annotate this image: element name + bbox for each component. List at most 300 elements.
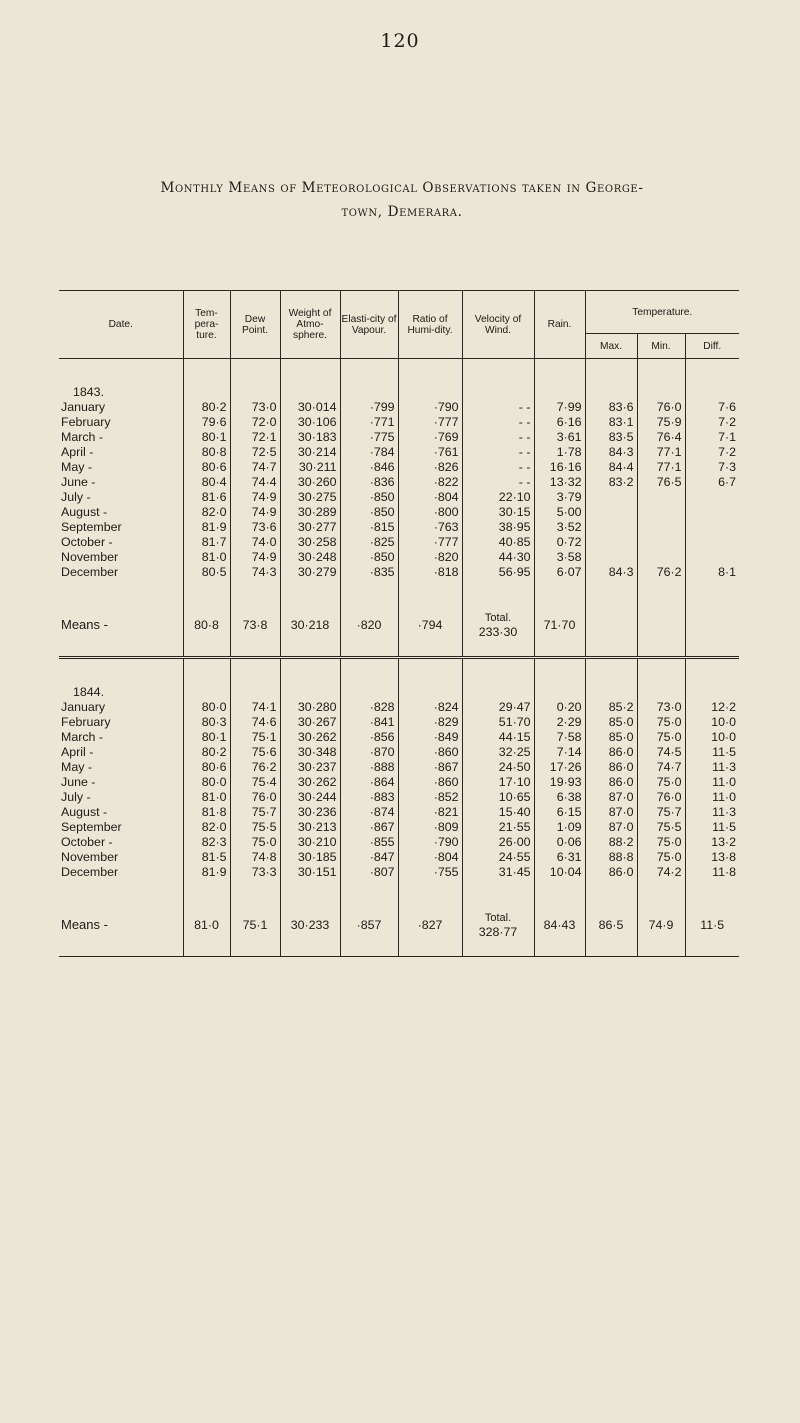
table-row — [59, 415, 739, 430]
velocity-cell: 40·85 — [462, 535, 534, 550]
temp-cell: 80·6 — [183, 460, 230, 475]
table-row — [59, 805, 739, 820]
max-cell: 83·2 — [585, 475, 637, 490]
velocity-cell: 38·95 — [462, 520, 534, 535]
max-cell: 85·0 — [585, 715, 637, 730]
empty-cell — [280, 580, 340, 594]
means-label: Means - — [59, 594, 183, 658]
weight-cell: 30·248 — [280, 550, 340, 565]
header-max: Max. — [585, 334, 637, 359]
diff-cell: 11·3 — [685, 760, 739, 775]
means-diff-cell — [685, 594, 739, 658]
temp-cell: 80·2 — [183, 400, 230, 415]
min-cell: 76·4 — [637, 430, 685, 445]
dew-cell: 74·9 — [230, 505, 280, 520]
empty-cell — [183, 580, 230, 594]
max-cell: 86·0 — [585, 760, 637, 775]
dew-cell: 74·4 — [230, 475, 280, 490]
temp-cell: 81·8 — [183, 805, 230, 820]
min-cell — [637, 505, 685, 520]
diff-cell: 7·2 — [685, 445, 739, 460]
diff-cell: 11·0 — [685, 790, 739, 805]
rain-cell: 2·29 — [534, 715, 585, 730]
weight-cell: 30·211 — [280, 460, 340, 475]
elast-cell: ·815 — [340, 520, 398, 535]
table-row — [59, 760, 739, 775]
min-cell — [637, 490, 685, 505]
velocity-cell: 51·70 — [462, 715, 534, 730]
humid-cell: ·852 — [398, 790, 462, 805]
elast-cell: ·850 — [340, 550, 398, 565]
temp-cell: 79·6 — [183, 415, 230, 430]
temp-cell: 81·5 — [183, 850, 230, 865]
max-cell: 83·1 — [585, 415, 637, 430]
empty-cell — [685, 880, 739, 894]
means-max-cell — [585, 594, 637, 658]
max-cell: 86·0 — [585, 775, 637, 790]
humid-cell: ·777 — [398, 415, 462, 430]
humid-cell: ·804 — [398, 490, 462, 505]
header-temperature: Tem-pera-ture. — [183, 291, 230, 359]
max-cell: 84·3 — [585, 445, 637, 460]
velocity-cell: 26·00 — [462, 835, 534, 850]
month-cell: December — [61, 565, 119, 579]
month-cell: March - — [61, 430, 103, 444]
min-cell: 77·1 — [637, 460, 685, 475]
empty-cell — [230, 658, 280, 701]
empty-cell — [340, 880, 398, 894]
empty-cell — [340, 580, 398, 594]
humid-cell: ·867 — [398, 760, 462, 775]
empty-cell — [230, 359, 280, 401]
max-cell: 88·2 — [585, 835, 637, 850]
empty-cell — [183, 359, 230, 401]
rain-cell: 13·32 — [534, 475, 585, 490]
weight-cell: 30·277 — [280, 520, 340, 535]
min-cell: 75·0 — [637, 835, 685, 850]
temp-cell: 80·5 — [183, 565, 230, 580]
empty-cell — [280, 658, 340, 701]
diff-cell: 8·1 — [685, 565, 739, 580]
velocity-cell: 31·45 — [462, 865, 534, 880]
month-cell: January — [61, 400, 106, 414]
humid-cell: ·824 — [398, 700, 462, 715]
max-cell: 85·0 — [585, 730, 637, 745]
humid-cell: ·800 — [398, 505, 462, 520]
elast-cell: ·864 — [340, 775, 398, 790]
elast-cell: ·841 — [340, 715, 398, 730]
velocity-cell: 24·55 — [462, 850, 534, 865]
header-temperature-group: Temperature. — [585, 291, 739, 334]
month-cell: May - — [61, 460, 92, 474]
weight-cell: 30·183 — [280, 430, 340, 445]
temp-cell: 81·7 — [183, 535, 230, 550]
table-row — [59, 505, 739, 520]
total-label: Total. — [484, 912, 512, 924]
rain-cell: 7·58 — [534, 730, 585, 745]
diff-cell — [685, 490, 739, 505]
weight-cell: 30·236 — [280, 805, 340, 820]
max-cell: 84·3 — [585, 565, 637, 580]
temp-cell: 82·0 — [183, 505, 230, 520]
empty-cell — [398, 880, 462, 894]
velocity-cell: 21·55 — [462, 820, 534, 835]
elast-cell: ·799 — [340, 400, 398, 415]
diff-cell — [685, 505, 739, 520]
empty-cell — [280, 880, 340, 894]
weight-cell: 30·151 — [280, 865, 340, 880]
temp-cell: 81·0 — [183, 790, 230, 805]
means-rain-cell: 84·43 — [534, 894, 585, 957]
means-max-cell: 86·5 — [585, 894, 637, 957]
min-cell: 75·0 — [637, 730, 685, 745]
weight-cell: 30·185 — [280, 850, 340, 865]
elast-cell: ·828 — [340, 700, 398, 715]
month-cell: April - — [61, 445, 94, 459]
weight-cell: 30·106 — [280, 415, 340, 430]
page-number: 120 — [380, 30, 420, 52]
temp-cell: 80·0 — [183, 700, 230, 715]
weight-cell: 30·275 — [280, 490, 340, 505]
dew-cell: 72·1 — [230, 430, 280, 445]
header-diff: Diff. — [685, 334, 739, 359]
velocity-cell: 29·47 — [462, 700, 534, 715]
min-cell: 75·9 — [637, 415, 685, 430]
temp-cell: 80·1 — [183, 430, 230, 445]
temp-cell: 82·0 — [183, 820, 230, 835]
means-elast-cell: ·857 — [340, 894, 398, 957]
dew-cell: 74·0 — [230, 535, 280, 550]
table-row — [59, 460, 739, 475]
table-row — [59, 820, 739, 835]
humid-cell: ·860 — [398, 745, 462, 760]
humid-cell: ·826 — [398, 460, 462, 475]
means-row — [59, 894, 739, 957]
table-row — [59, 835, 739, 850]
elast-cell: ·867 — [340, 820, 398, 835]
diff-cell: 13·8 — [685, 850, 739, 865]
weight-cell: 30·279 — [280, 565, 340, 580]
empty-cell — [585, 580, 637, 594]
velocity-cell: 17·10 — [462, 775, 534, 790]
dew-cell: 75·4 — [230, 775, 280, 790]
max-cell: 84·4 — [585, 460, 637, 475]
year-label: 1844. — [73, 685, 105, 699]
min-cell: 76·0 — [637, 400, 685, 415]
velocity-cell: - - — [462, 400, 534, 415]
table-row — [59, 865, 739, 880]
dew-cell: 73·6 — [230, 520, 280, 535]
total-value: 233·30 — [478, 625, 518, 639]
empty-cell — [637, 359, 685, 401]
empty-cell — [340, 658, 398, 701]
means-min-cell — [637, 594, 685, 658]
weight-cell: 30·213 — [280, 820, 340, 835]
temp-cell: 80·4 — [183, 475, 230, 490]
empty-cell — [398, 359, 462, 401]
humid-cell: ·821 — [398, 805, 462, 820]
rain-cell: 6·31 — [534, 850, 585, 865]
elast-cell: ·825 — [340, 535, 398, 550]
dew-cell: 72·0 — [230, 415, 280, 430]
empty-cell — [685, 359, 739, 401]
humid-cell: ·755 — [398, 865, 462, 880]
month-cell: August - — [61, 505, 108, 519]
dew-cell: 73·3 — [230, 865, 280, 880]
means-weight-cell: 30·218 — [280, 594, 340, 658]
table-row — [59, 565, 739, 580]
means-diff-cell: 11·5 — [685, 894, 739, 957]
dew-cell: 74·8 — [230, 850, 280, 865]
velocity-cell: - - — [462, 445, 534, 460]
elast-cell: ·775 — [340, 430, 398, 445]
diff-cell — [685, 550, 739, 565]
empty-cell — [462, 580, 534, 594]
velocity-cell: 44·15 — [462, 730, 534, 745]
header-ratio-of-humidity: Ratio of Humi-dity. — [398, 291, 462, 359]
velocity-cell: 24·50 — [462, 760, 534, 775]
month-cell: August - — [61, 805, 108, 819]
temp-cell: 80·8 — [183, 445, 230, 460]
min-cell — [637, 550, 685, 565]
diff-cell: 11·5 — [685, 745, 739, 760]
humid-cell: ·849 — [398, 730, 462, 745]
diff-cell: 11·3 — [685, 805, 739, 820]
empty-cell — [685, 580, 739, 594]
empty-cell — [462, 658, 534, 701]
means-label: Means - — [59, 894, 183, 957]
month-cell: September — [61, 820, 122, 834]
humid-cell: ·761 — [398, 445, 462, 460]
elast-cell: ·784 — [340, 445, 398, 460]
table-row — [59, 790, 739, 805]
elast-cell: ·870 — [340, 745, 398, 760]
dew-cell: 75·5 — [230, 820, 280, 835]
empty-cell — [685, 658, 739, 701]
means-velocity-cell — [462, 894, 534, 957]
elast-cell: ·771 — [340, 415, 398, 430]
means-row — [59, 594, 739, 658]
rain-cell: 6·16 — [534, 415, 585, 430]
header-velocity-of-wind: Velocity of Wind. — [462, 291, 534, 359]
means-temp-cell: 81·0 — [183, 894, 230, 957]
humid-cell: ·763 — [398, 520, 462, 535]
observations-table-wrap — [59, 290, 739, 957]
empty-cell — [398, 658, 462, 701]
rain-cell: 3·61 — [534, 430, 585, 445]
total-label: Total. — [484, 612, 512, 624]
means-temp-cell: 80·8 — [183, 594, 230, 658]
max-cell: 83·5 — [585, 430, 637, 445]
weight-cell: 30·014 — [280, 400, 340, 415]
table-row — [59, 400, 739, 415]
min-cell: 74·7 — [637, 760, 685, 775]
velocity-cell: 56·95 — [462, 565, 534, 580]
empty-cell — [585, 880, 637, 894]
rain-cell: 0·06 — [534, 835, 585, 850]
title-line-2: town, Demerara. — [341, 204, 463, 220]
velocity-cell: - - — [462, 460, 534, 475]
empty-cell — [462, 880, 534, 894]
rain-cell: 0·72 — [534, 535, 585, 550]
humid-cell: ·822 — [398, 475, 462, 490]
max-cell: 83·6 — [585, 400, 637, 415]
table-row — [59, 445, 739, 460]
dew-cell: 76·2 — [230, 760, 280, 775]
min-cell: 74·5 — [637, 745, 685, 760]
month-cell: June - — [61, 475, 96, 489]
empty-cell — [340, 359, 398, 401]
month-cell: April - — [61, 745, 94, 759]
empty-cell — [637, 658, 685, 701]
dew-cell: 75·0 — [230, 835, 280, 850]
min-cell: 75·0 — [637, 715, 685, 730]
elast-cell: ·855 — [340, 835, 398, 850]
empty-cell — [230, 880, 280, 894]
empty-cell — [637, 580, 685, 594]
temp-cell: 81·0 — [183, 550, 230, 565]
humid-cell: ·809 — [398, 820, 462, 835]
empty-cell — [534, 580, 585, 594]
means-min-cell: 74·9 — [637, 894, 685, 957]
header-dew-point: Dew Point. — [230, 291, 280, 359]
empty-cell — [462, 359, 534, 401]
diff-cell: 11·5 — [685, 820, 739, 835]
empty-cell — [398, 580, 462, 594]
min-cell: 75·0 — [637, 775, 685, 790]
table-body — [59, 359, 739, 957]
weight-cell: 30·210 — [280, 835, 340, 850]
min-cell: 74·2 — [637, 865, 685, 880]
humid-cell: ·860 — [398, 775, 462, 790]
means-velocity-cell — [462, 594, 534, 658]
temp-cell: 81·9 — [183, 520, 230, 535]
dew-cell: 74·9 — [230, 550, 280, 565]
rain-cell: 6·15 — [534, 805, 585, 820]
observations-table — [59, 290, 739, 957]
diff-cell: 7·3 — [685, 460, 739, 475]
velocity-cell: - - — [462, 475, 534, 490]
year-row — [59, 359, 739, 401]
max-cell — [585, 520, 637, 535]
max-cell: 87·0 — [585, 790, 637, 805]
means-dew-cell: 75·1 — [230, 894, 280, 957]
diff-cell: 10·0 — [685, 715, 739, 730]
header-elasticity-of-vapour: Elasti-city of Vapour. — [340, 291, 398, 359]
diff-cell — [685, 520, 739, 535]
humid-cell: ·790 — [398, 400, 462, 415]
dew-cell: 74·3 — [230, 565, 280, 580]
table-row — [59, 430, 739, 445]
elast-cell: ·846 — [340, 460, 398, 475]
elast-cell: ·847 — [340, 850, 398, 865]
humid-cell: ·818 — [398, 565, 462, 580]
rain-cell: 16·16 — [534, 460, 585, 475]
empty-cell — [637, 880, 685, 894]
dew-cell: 73·0 — [230, 400, 280, 415]
table-row — [59, 535, 739, 550]
means-elast-cell: ·820 — [340, 594, 398, 658]
header-rain: Rain. — [534, 291, 585, 359]
table-row — [59, 550, 739, 565]
means-humid-cell: ·827 — [398, 894, 462, 957]
weight-cell: 30·214 — [280, 445, 340, 460]
empty-cell — [230, 580, 280, 594]
dew-cell: 72·5 — [230, 445, 280, 460]
humid-cell: ·804 — [398, 850, 462, 865]
table-row — [59, 730, 739, 745]
page-title — [40, 176, 764, 224]
elast-cell: ·835 — [340, 565, 398, 580]
diff-cell — [685, 535, 739, 550]
month-cell: September — [61, 520, 122, 534]
diff-cell: 12·2 — [685, 700, 739, 715]
humid-cell: ·769 — [398, 430, 462, 445]
rain-cell: 0·20 — [534, 700, 585, 715]
temp-cell: 81·9 — [183, 865, 230, 880]
rain-cell: 3·52 — [534, 520, 585, 535]
rain-cell: 3·79 — [534, 490, 585, 505]
max-cell: 86·0 — [585, 745, 637, 760]
month-cell: July - — [61, 790, 91, 804]
elast-cell: ·856 — [340, 730, 398, 745]
weight-cell: 30·262 — [280, 775, 340, 790]
min-cell: 73·0 — [637, 700, 685, 715]
diff-cell: 11·0 — [685, 775, 739, 790]
velocity-cell: - - — [462, 430, 534, 445]
month-cell: October - — [61, 835, 113, 849]
velocity-cell: 32·25 — [462, 745, 534, 760]
weight-cell: 30·289 — [280, 505, 340, 520]
dew-cell: 74·1 — [230, 700, 280, 715]
elast-cell: ·836 — [340, 475, 398, 490]
min-cell — [637, 535, 685, 550]
weight-cell: 30·237 — [280, 760, 340, 775]
dew-cell: 74·6 — [230, 715, 280, 730]
rain-cell: 19·93 — [534, 775, 585, 790]
title-line-1: Monthly Means of Meteorological Observations taken in George- — [160, 180, 644, 196]
temp-cell: 80·6 — [183, 760, 230, 775]
rain-cell: 17·26 — [534, 760, 585, 775]
rain-cell: 6·38 — [534, 790, 585, 805]
rain-cell: 3·58 — [534, 550, 585, 565]
header-date: Date. — [59, 291, 183, 359]
max-cell: 86·0 — [585, 865, 637, 880]
weight-cell: 30·280 — [280, 700, 340, 715]
month-cell: February — [61, 715, 111, 729]
min-cell: 75·0 — [637, 850, 685, 865]
max-cell — [585, 490, 637, 505]
empty-cell — [585, 658, 637, 701]
table-row — [59, 490, 739, 505]
table-row — [59, 745, 739, 760]
table-row — [59, 850, 739, 865]
spacer-row — [59, 580, 739, 594]
velocity-cell: 44·30 — [462, 550, 534, 565]
max-cell: 85·2 — [585, 700, 637, 715]
month-cell: November — [61, 850, 119, 864]
min-cell: 76·2 — [637, 565, 685, 580]
elast-cell: ·850 — [340, 505, 398, 520]
rain-cell: 6·07 — [534, 565, 585, 580]
rain-cell: 5·00 — [534, 505, 585, 520]
empty-cell — [183, 880, 230, 894]
month-cell: January — [61, 700, 106, 714]
temp-cell: 80·3 — [183, 715, 230, 730]
velocity-cell: - - — [462, 415, 534, 430]
means-dew-cell: 73·8 — [230, 594, 280, 658]
max-cell — [585, 550, 637, 565]
